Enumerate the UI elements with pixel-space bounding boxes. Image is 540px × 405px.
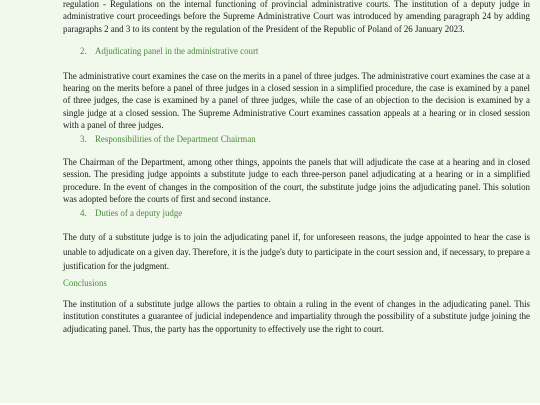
paragraph-chairman: The Chairman of the Department, among other things, appoints the panels that will adjudicate the case at a hearing and in closed session. The presiding judge appoints a substitute judge to each three-person panel adjudicating at a hearing or in a simplified procedure. In the event of changes in the composition of the court, the substitute judge joins the adjudicating panel. This solution was adopted before the courts of first and second instance.	[63, 157, 530, 205]
section-number: 2.	[80, 46, 87, 57]
section-heading-2	[63, 45, 530, 57]
conclusions-heading: Conclusions	[63, 277, 107, 288]
section-title: Adjudicating panel in the administrative court	[95, 46, 259, 57]
paragraph-intro: regulation - Regulations on the internal functioning of provincial administrative courts. The institution of a deputy judge in administrative court proceedings before the Supreme Administrative Court was introduced by amending paragraph 24 by adding paragraphs 2 and 3 to its content by the regulation of the President of the Republic of Poland of 26 January 2023.	[63, 0, 530, 34]
section-heading-4	[63, 207, 530, 219]
section-heading-3	[63, 133, 530, 145]
section-number: 3.	[80, 133, 87, 144]
section-number: 4.	[80, 207, 87, 218]
section-title: Responsibilities of the Department Chairman	[95, 133, 256, 144]
paragraph-adjudicating-panel: The administrative court examines the case on the merits in a panel of three judges. The administrative court examines the case at a hearing on the merits before a panel of three judges in a closed session in a simplified procedure, the case is examined by a panel of three judges, the case is examined by a panel of three judges, while the case of an objection to the decision is examined by a single judge at a closed session. The Supreme Administrative Court examines cassation appeals at a hearing or in closed session with a panel of three judges.	[63, 70, 530, 131]
section-title: Duties of a deputy judge	[95, 207, 183, 218]
paragraph-conclusions: The institution of a substitute judge allows the parties to obtain a ruling in the event of changes in the adjudicating panel. This institution constitutes a guarantee of judicial independence and impartiality through the possibility of a substitute judge joining the adjudicating panel. Thus, the party has the opportunity to effectively use the right to court.	[63, 299, 530, 334]
paragraph-duties: The duty of a substitute judge is to join the adjudicating panel if, for unforeseen reasons, the judge appointed to hear the case is unable to adjudicate on a given day. Therefore, it is the judge's duty to participate in the court session and, if necessary, to prepare a justification for the judgment.	[63, 232, 530, 272]
